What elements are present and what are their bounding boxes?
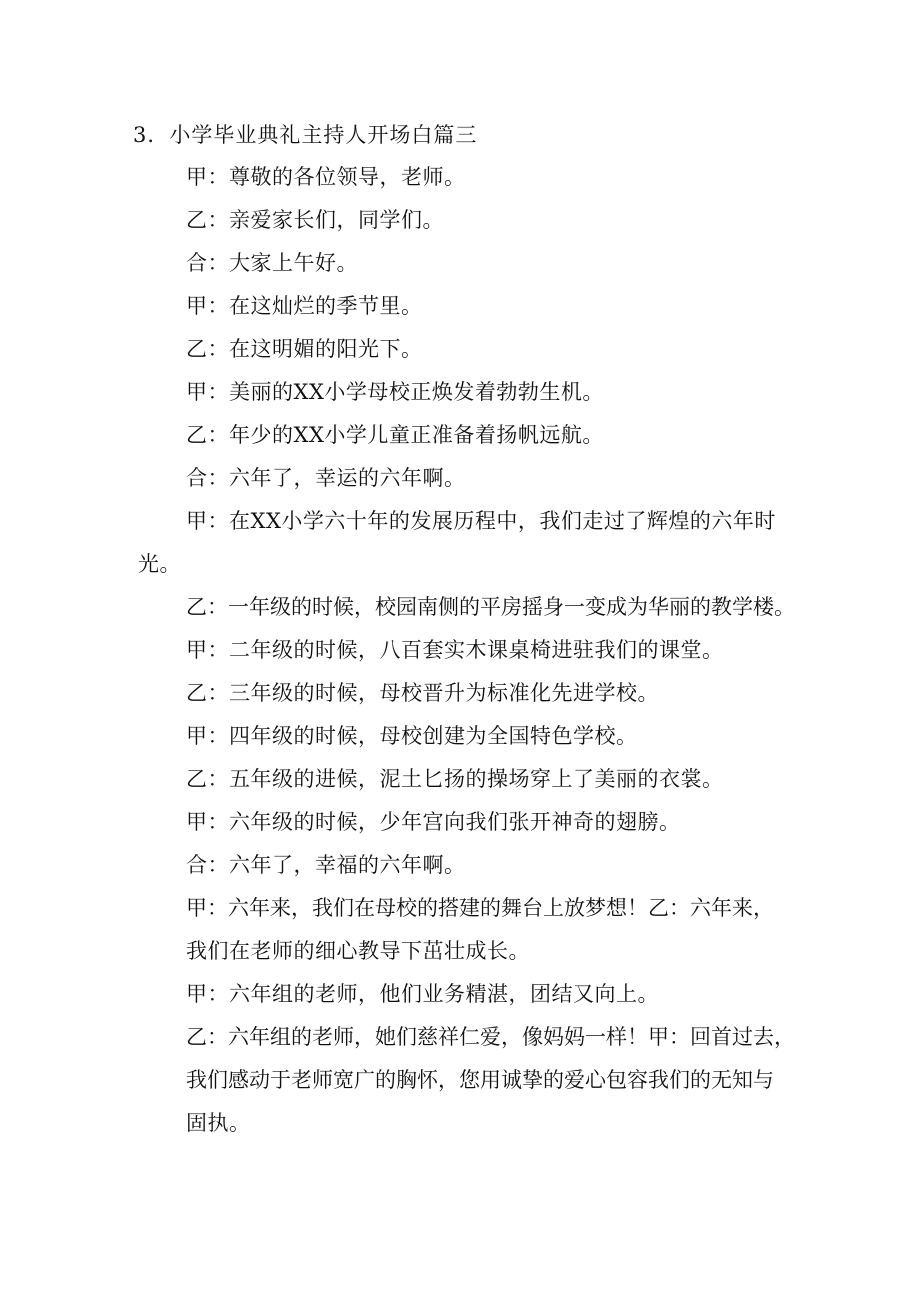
dialogue-line: 乙：三年级的时候，母校晋升为标准化先进学校。 (186, 681, 659, 705)
dialogue-line: 甲：在这灿烂的季节里。 (186, 294, 423, 318)
dialogue-line: 乙：一年级的时候，校园南侧的平房摇身一变成为华丽的教学楼。 (186, 595, 795, 619)
dialogue-line: 乙：亲爱家长们，同学们。 (186, 208, 444, 232)
dialogue-line: 合：大家上午好。 (186, 251, 358, 275)
dialogue-line: 乙：五年级的进候，泥土匕扬的操场穿上了美丽的衣裳。 (186, 767, 724, 791)
dialogue-line: 甲：四年级的时候，母校创建为全国特色学校。 (186, 724, 638, 748)
document-body (138, 156, 795, 1145)
dialogue-line: 固执。 (186, 1111, 251, 1135)
dialogue-line: 合：六年了，幸运的六年啊。 (186, 466, 466, 490)
dialogue-line: 我们在老师的细心教导下茁壮成长。 (186, 939, 530, 963)
dialogue-line: 合：六年了，幸福的六年啊。 (186, 853, 466, 877)
dialogue-line: 甲：二年级的时候，八百套实木课桌椅进驻我们的课堂。 (186, 638, 724, 662)
dialogue-line: 我们感动于老师宽广的胸怀，您用诚挚的爱心包容我们的无知与 (186, 1068, 774, 1092)
dialogue-line: 甲：六年组的老师，他们业务精湛，团结又向上。 (186, 982, 659, 1006)
dialogue-line: 甲：尊敬的各位领导，老师。 (186, 165, 466, 189)
dialogue-line: 甲：六年级的时候，少年宫向我们张开神奇的翅膀。 (186, 810, 681, 834)
dialogue-paragraph: 甲：在XX小学六十年的发展历程中，我们走过了辉煌的六年时光。 (138, 509, 776, 576)
dialogue-line: 乙：在这明媚的阳光下。 (186, 337, 423, 361)
dialogue-line: 乙：六年组的老师，她们慈祥仁爱，像妈妈一样！甲：回首过去， (186, 1025, 795, 1049)
dialogue-line: 甲：六年来，我们在母校的搭建的舞台上放梦想！乙：六年来， (186, 896, 774, 920)
dialogue-line: 甲：美丽的XX小学母校正焕发着勃勃生机。 (186, 380, 604, 404)
dialogue-line: 乙：年少的XX小学儿童正准备着扬帆远航。 (186, 423, 604, 447)
section-title: 3．小学毕业典礼主持人开场白篇三 (133, 123, 478, 147)
